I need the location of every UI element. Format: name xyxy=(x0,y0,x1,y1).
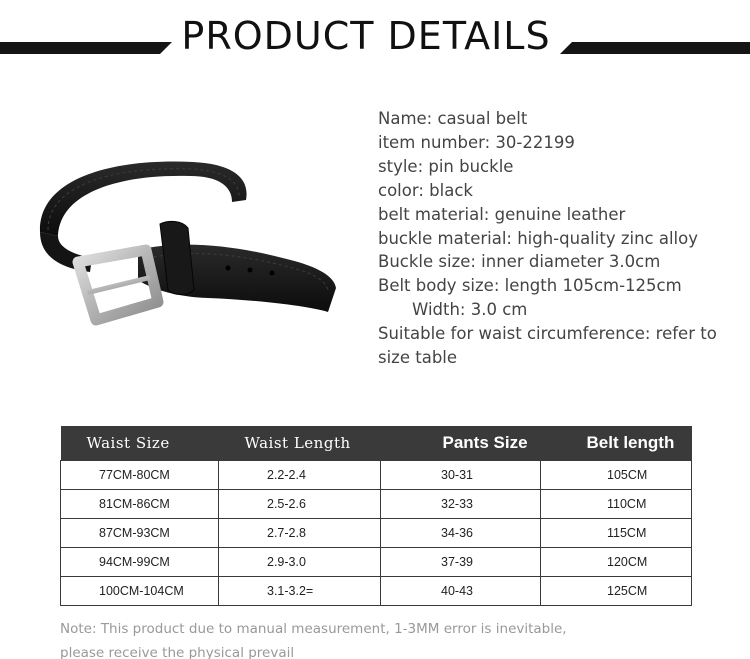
note-line-1: Note: This product due to manual measurement, 1-3MM error is inevitable, xyxy=(60,621,567,637)
table-row xyxy=(61,460,692,489)
cell-belt-length: 125CM xyxy=(541,576,692,605)
spec-line: Suitable for waist circumference: refer to xyxy=(378,324,717,344)
table-row xyxy=(61,518,692,547)
page-title: PRODUCT DETAILS xyxy=(181,14,551,58)
spec-line: Name: casual belt xyxy=(378,109,528,128)
cell-waist-length: 2.2-2.4 xyxy=(219,460,381,489)
cell-waist-size: 94CM-99CM xyxy=(61,547,219,576)
note-line-2: please receive the physical prevail xyxy=(60,645,295,659)
header-banner xyxy=(0,0,750,80)
cell-pants-size: 34-36 xyxy=(381,518,541,547)
product-specs xyxy=(378,107,750,370)
header-waist-size: Waist Size xyxy=(61,426,219,460)
belt-product-photo xyxy=(18,140,348,340)
spec-line: color: black xyxy=(378,180,473,200)
size-table-header-row xyxy=(61,426,692,460)
cell-belt-length: 110CM xyxy=(541,489,692,518)
buckle-pin xyxy=(90,278,148,292)
cell-pants-size: 40-43 xyxy=(381,576,541,605)
cell-waist-length: 2.7-2.8 xyxy=(219,518,381,547)
header-bar-left xyxy=(0,42,172,54)
cell-pants-size: 30-31 xyxy=(381,460,541,489)
cell-belt-length: 115CM xyxy=(541,518,692,547)
cell-waist-size: 81CM-86CM xyxy=(61,489,219,518)
cell-pants-size: 32-33 xyxy=(381,489,541,518)
cell-waist-length: 2.9-3.0 xyxy=(219,547,381,576)
header-pants-size: Pants Size xyxy=(381,426,541,460)
spec-line: buckle material: high-quality zinc alloy xyxy=(378,228,698,248)
cell-belt-length: 120CM xyxy=(541,547,692,576)
cell-belt-length: 105CM xyxy=(541,460,692,489)
spec-line: size table xyxy=(378,348,458,368)
header-bar-right xyxy=(560,42,750,54)
belt-hole xyxy=(226,266,231,271)
header-belt-length: Belt length xyxy=(541,426,692,460)
cell-waist-size: 100CM-104CM xyxy=(61,576,219,605)
spec-line: Buckle size: inner diameter 3.0cm xyxy=(378,252,661,272)
table-row xyxy=(61,547,692,576)
spec-line: item number: 30-22199 xyxy=(378,132,575,152)
header-waist-length: Waist Length xyxy=(219,426,381,460)
belt-strap-back xyxy=(40,162,247,236)
spec-line: belt material: genuine leather xyxy=(378,204,626,224)
spec-line: style: pin buckle xyxy=(378,156,514,176)
cell-waist-size: 77CM-80CM xyxy=(61,460,219,489)
measurement-note xyxy=(60,617,750,659)
table-row xyxy=(61,576,692,605)
spec-line: Width: 3.0 cm xyxy=(412,300,528,320)
cell-waist-size: 87CM-93CM xyxy=(61,518,219,547)
belt-hole xyxy=(270,271,275,276)
size-table xyxy=(60,426,692,606)
cell-waist-length: 3.1-3.2= xyxy=(219,576,381,605)
table-row xyxy=(61,489,692,518)
belt-hole xyxy=(248,268,253,273)
cell-pants-size: 37-39 xyxy=(381,547,541,576)
cell-waist-length: 2.5-2.6 xyxy=(219,489,381,518)
spec-line: Belt body size: length 105cm-125cm xyxy=(378,276,682,296)
